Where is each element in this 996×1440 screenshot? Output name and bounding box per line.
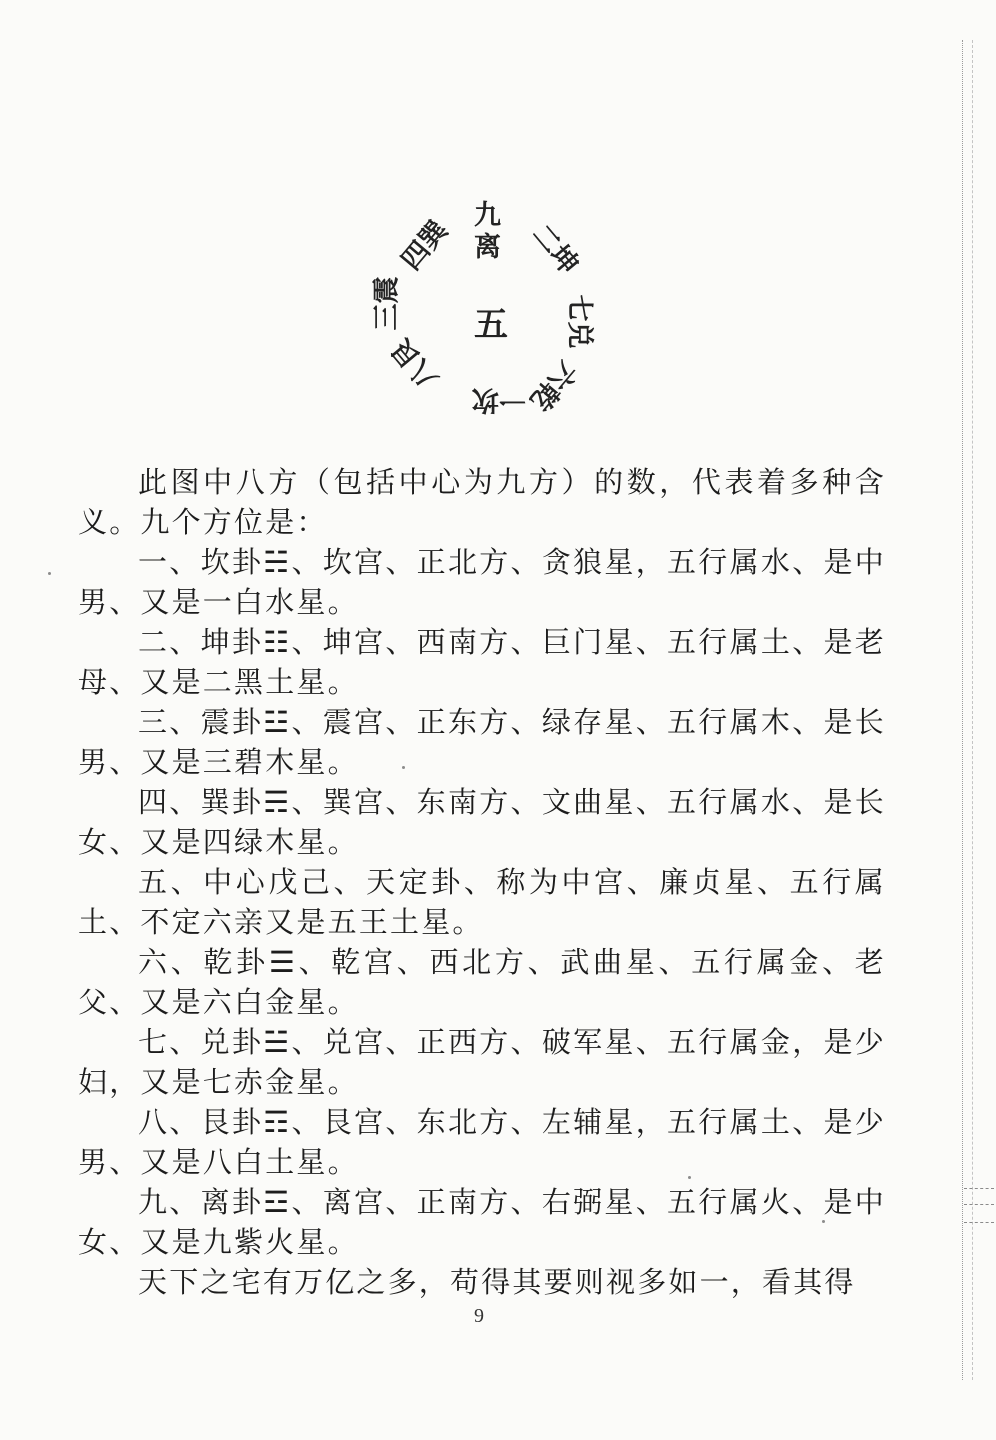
diagram-west-label: 七兑: [563, 294, 595, 349]
paragraph-xun: 四、巽卦☴、巽宫、东南方、文曲星、五行属水、是长女、又是四绿木星。: [78, 785, 886, 859]
paragraph-center: 五、中心戊己、天定卦、称为中宫、廉贞星、五行属土、不定六亲又是五王土星。: [78, 865, 886, 939]
paragraph-qian: 六、乾卦☰、乾宫、西北方、武曲星、五行属金、老父、又是六白金星。: [78, 945, 886, 1019]
diagram-southwest-label: 二坤: [525, 218, 585, 281]
scan-edge-line: [962, 40, 963, 1380]
page-number: 9: [474, 1305, 484, 1327]
paragraph-closing: 天下之宅有万亿之多，苟得其要则视多如一，看其得: [138, 1265, 856, 1299]
scan-edge-mark: [964, 1204, 994, 1205]
paragraph-zhen: 三、震卦☳、震宫、正东方、绿存星、五行属木、是长男、又是三碧木星。: [78, 705, 886, 779]
scan-edge-mark: [964, 1222, 994, 1223]
diagram-center-label: 五: [474, 305, 508, 345]
scan-edge-line: [972, 40, 973, 1380]
diagram-southeast-label: 四巽: [395, 214, 455, 277]
diagram-north-label: 一坎: [472, 384, 526, 415]
paragraph-kan: 一、坎卦☵、坎宫、正北方、贪狼星，五行属水、是中男、又是一白水星。: [78, 545, 886, 619]
diagram-south-label: 九 离: [474, 200, 502, 263]
diagram-northwest-label: 六乾: [523, 354, 583, 417]
diagram-east-label: 三震: [371, 276, 403, 331]
paragraph-dui: 七、兑卦☱、兑宫、正西方、破军星、五行属金，是少妇，又是七赤金星。: [78, 1025, 886, 1099]
paragraph-li: 九、离卦☲、离宫、正南方、右弼星、五行属火、是中女、又是九紫火星。: [78, 1185, 886, 1259]
paragraph-intro: 此图中八方（包括中心为九方）的数，代表着多种含义。九个方位是：: [78, 465, 886, 539]
body-text: [78, 462, 886, 1302]
paragraph-gen: 八、艮卦☶、艮宫、东北方、左辅星，五行属土、是少男、又是八白土星。: [78, 1105, 886, 1179]
diagram-northeast-label: 八艮: [385, 332, 445, 395]
paragraph-kun: 二、坤卦☷、坤宫、西南方、巨门星、五行属土、是老母、又是二黑土星。: [78, 625, 886, 699]
trigram-diagram: [340, 180, 640, 450]
scan-edge-mark: [964, 1188, 994, 1189]
scan-speck: [48, 572, 51, 575]
